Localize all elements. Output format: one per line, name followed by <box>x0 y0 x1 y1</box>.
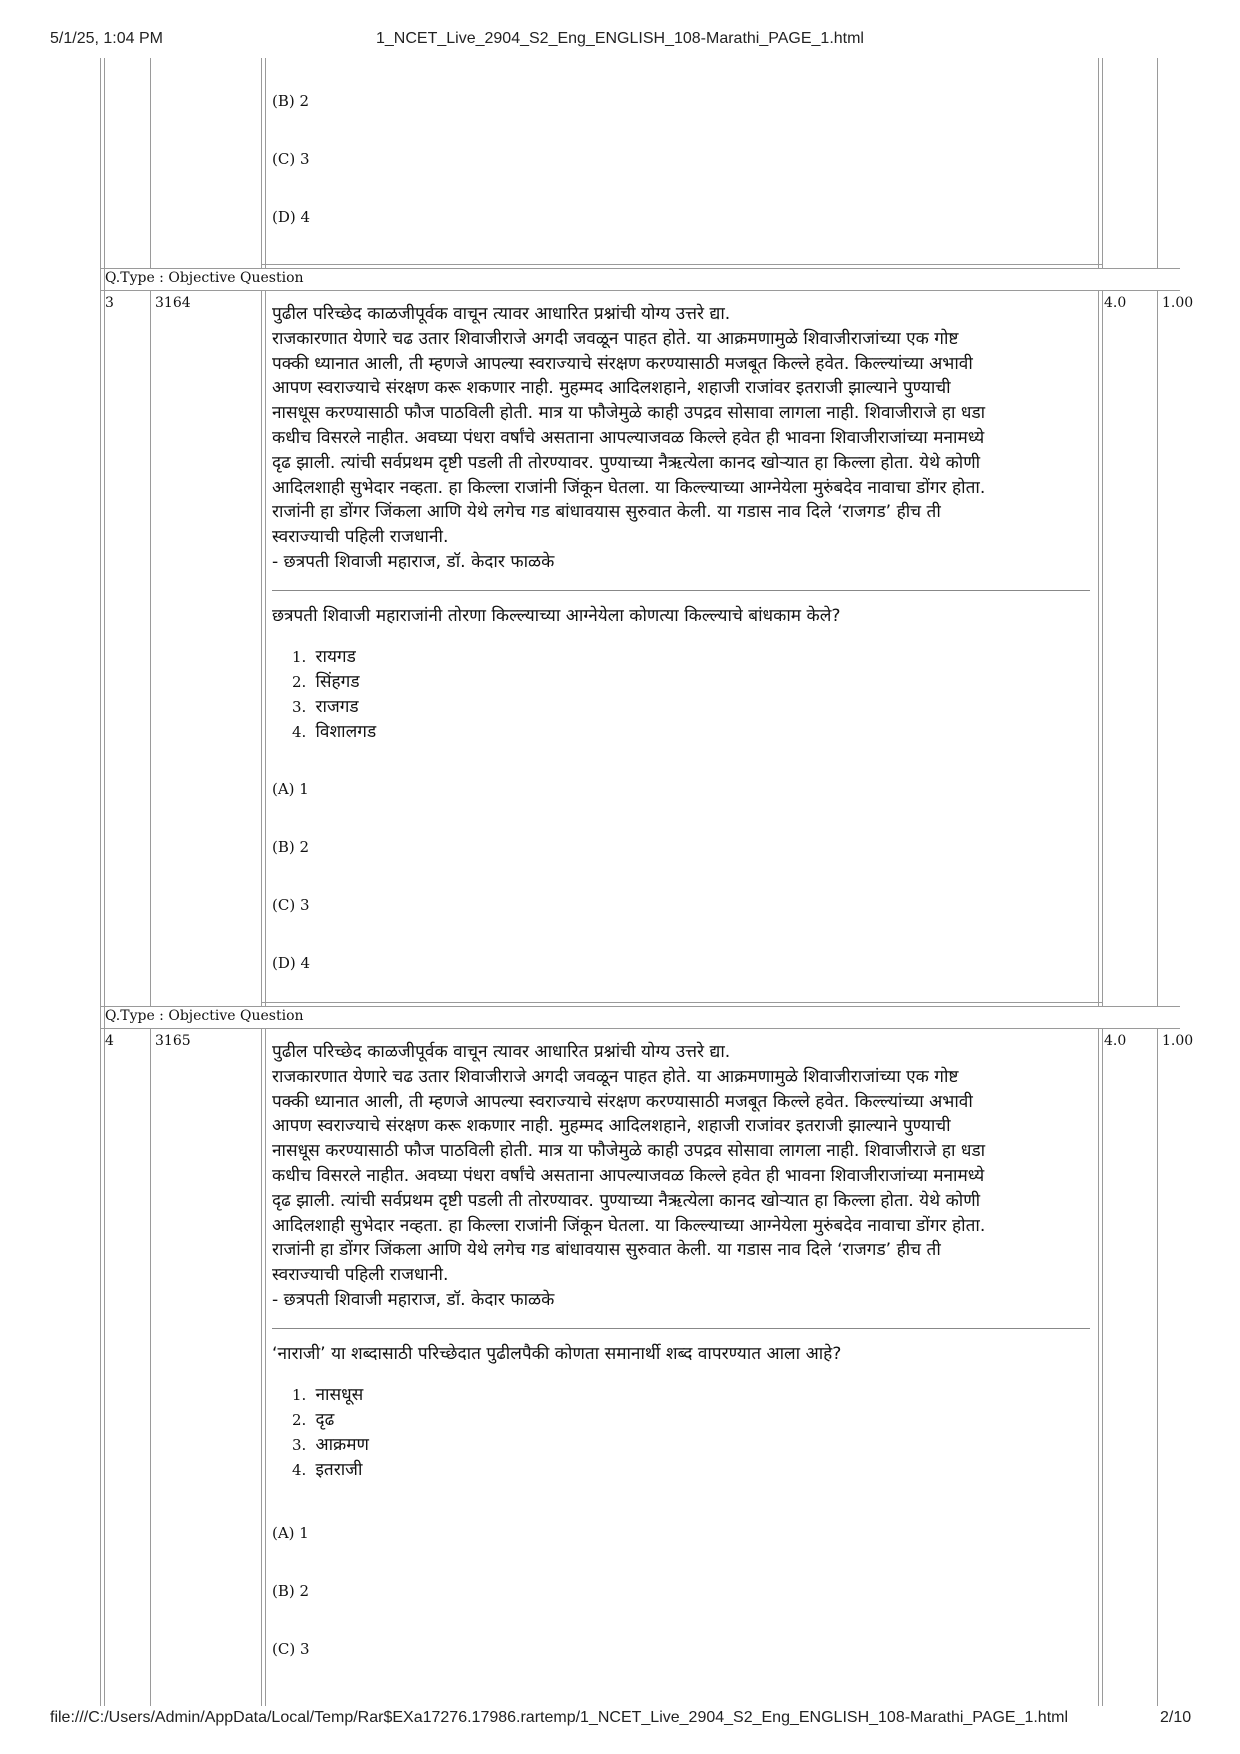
passage-line: दृढ झाली. त्यांची सर्वप्रथम दृष्टी पडली ती तोरण्यावर. पुण्याच्या नैऋत्येला कानद खोऱ्यात हा किल्ला होता. येथे कोणी <box>272 1190 981 1211</box>
passage-source: - छत्रपती शिवाजी महाराज, डॉ. केदार फाळके <box>272 1289 555 1310</box>
passage-separator <box>272 1328 1090 1329</box>
choice-item: 1. नासधूस <box>292 1385 364 1405</box>
question-marks: 4.0 <box>1104 295 1127 311</box>
question-text: छत्रपती शिवाजी महाराजांनी तोरणा किल्ल्याच्या आग्नेयेला कोणत्या किल्ल्याचे बांधकाम केले? <box>272 606 841 626</box>
passage <box>272 302 1092 575</box>
passage-line: स्वराज्याची पहिली राजधानी. <box>272 527 449 548</box>
column-rule <box>261 1028 266 1706</box>
row-rule <box>100 1006 1180 1007</box>
question-sno: 4 <box>105 1033 114 1049</box>
option-b: (B) 2 <box>272 1582 310 1600</box>
passage <box>272 1040 1092 1313</box>
passage-line: आदिलशाही सुभेदार नव्हता. हा किल्ला राजांनी जिंकून घेतला. या किल्ल्याच्या आग्नेयेला मुरुंबदेव नावाचा डोंगर होता. <box>272 1215 986 1236</box>
column-rule <box>150 58 151 268</box>
choice-item: 2. सिंहगड <box>292 672 360 692</box>
row-rule <box>100 268 1180 269</box>
passage-line: आदिलशाही सुभेदार नव्हता. हा किल्ला राजांनी जिंकून घेतला. या किल्ल्याच्या आग्नेयेला मुरुंबदेव नावाचा डोंगर होता. <box>272 477 986 498</box>
passage-line: नासधूस करण्यासाठी फौज पाठविली होती. मात्र या फौजेमुळे काही उपद्रव सोसावा लागला नाही. शिवाजीराजे हा धडा <box>272 403 986 424</box>
choice-list <box>292 645 376 745</box>
choice-item: 2. दृढ <box>292 1410 335 1430</box>
question-negative-marks: 1.00 <box>1162 295 1194 311</box>
column-rule <box>1098 58 1103 268</box>
option-d: (D) 4 <box>272 954 311 972</box>
print-datetime: 5/1/25, 1:04 PM <box>50 30 163 47</box>
passage-line: नासधूस करण्यासाठी फौज पाठविली होती. मात्र या फौजेमुळे काही उपद्रव सोसावा लागला नाही. शिवाजीराजे हा धडा <box>272 1141 986 1162</box>
column-rule <box>261 290 266 1006</box>
question-text: ‘नाराजी’ या शब्दासाठी परिच्छेदात पुढीलपैकी कोणता समानार्थी शब्द वापरण्यात आला आहे? <box>272 1344 842 1364</box>
column-rule <box>1157 58 1158 268</box>
qtype-label: Q.Type : Objective Question <box>105 270 304 286</box>
question-negative-marks: 1.00 <box>1162 1033 1194 1049</box>
passage-line: राजकारणात येणारे चढ उतार शिवाजीराजे अगदी जवळून पाहत होते. या आक्रमणामुळे शिवाजीराजांच्या एक गोष्ट <box>272 328 959 349</box>
passage-line: आपण स्वराज्याचे संरक्षण करू शकणार नाही. मुहम्मद आदिलशहाने, शहाजी राजांवर इतराजी झाल्याने पुण्याची <box>272 378 951 399</box>
passage-source: - छत्रपती शिवाजी महाराज, डॉ. केदार फाळके <box>272 551 555 572</box>
qtype-label: Q.Type : Objective Question <box>105 1008 304 1024</box>
print-file-path: file:///C:/Users/Admin/AppData/Local/Temp/Rar$EXa17276.17986.rartemp/1_NCET_Live_2904_S2_Eng_ENGLISH_108-Marathi_PAGE_1.html <box>50 1709 1069 1726</box>
print-page-number: 2/10 <box>1160 1709 1192 1726</box>
choice-item: 1. रायगड <box>292 647 356 667</box>
print-footer <box>0 1709 1240 1733</box>
passage-line: पक्की ध्यानात आली, ती म्हणजे आपल्या स्वराज्याचे संरक्षण करण्यासाठी मजबूत किल्ले हवेत. किल्ल्यांच्या अभावी <box>272 1091 973 1112</box>
choice-item: 4. इतराजी <box>292 1460 363 1480</box>
option-c: (C) 3 <box>272 896 310 914</box>
choice-list <box>292 1383 369 1483</box>
column-rule <box>1157 1028 1158 1706</box>
column-rule <box>1098 1028 1103 1706</box>
passage-line: राजांनी हा डोंगर जिंकला आणि येथे लगेच गड बांधावयास सुरुवात केली. या गडास नाव दिले ‘राजगड’ हीच ती <box>272 502 941 523</box>
option-b: (B) 2 <box>272 838 310 856</box>
option-a: (A) 1 <box>272 1524 309 1542</box>
passage-line: पुढील परिच्छेद काळजीपूर्वक वाचून त्यावर आधारित प्रश्नांची योग्य उत्तरे द्या. <box>272 304 731 324</box>
option-a: (A) 1 <box>272 780 309 798</box>
passage-line: राजांनी हा डोंगर जिंकला आणि येथे लगेच गड बांधावयास सुरुवात केली. या गडास नाव दिले ‘राजगड’ हीच ती <box>272 1240 941 1261</box>
question-id: 3164 <box>155 295 191 311</box>
passage-line: स्वराज्याची पहिली राजधानी. <box>272 1265 449 1286</box>
choice-item: 3. आक्रमण <box>292 1435 369 1455</box>
option-b: (B) 2 <box>272 92 310 110</box>
passage-line: कधीच विसरले नाहीत. अवघ्या पंधरा वर्षांचे असताना आपल्याजवळ किल्ले हवेत ही भावना शिवाजीराजांच्या मनामध्ये <box>272 427 985 448</box>
column-rule <box>150 290 151 1006</box>
passage-line: दृढ झाली. त्यांची सर्वप्रथम दृष्टी पडली ती तोरण्यावर. पुण्याच्या नैऋत्येला कानद खोऱ्यात हा किल्ला होता. येथे कोणी <box>272 452 981 473</box>
question-marks: 4.0 <box>1104 1033 1127 1049</box>
passage-line: आपण स्वराज्याचे संरक्षण करू शकणार नाही. मुहम्मद आदिलशहाने, शहाजी राजांवर इतराजी झाल्याने पुण्याची <box>272 1116 951 1137</box>
column-rule <box>261 58 266 268</box>
passage-line: कधीच विसरले नाहीत. अवघ्या पंधरा वर्षांचे असताना आपल्याजवळ किल्ले हवेत ही भावना शिवाजीराजांच्या मनामध्ये <box>272 1165 985 1186</box>
option-c: (C) 3 <box>272 150 310 168</box>
question-id: 3165 <box>155 1033 191 1049</box>
choice-item: 3. राजगड <box>292 697 359 717</box>
passage-line: राजकारणात येणारे चढ उतार शिवाजीराजे अगदी जवळून पाहत होते. या आक्रमणामुळे शिवाजीराजांच्या एक गोष्ट <box>272 1066 959 1087</box>
print-title: 1_NCET_Live_2904_S2_Eng_ENGLISH_108-Marathi_PAGE_1.html <box>376 30 864 47</box>
column-rule <box>1098 290 1103 1006</box>
option-c: (C) 3 <box>272 1640 310 1658</box>
choice-item: 4. विशालगड <box>292 722 377 742</box>
passage-line: पक्की ध्यानात आली, ती म्हणजे आपल्या स्वराज्याचे संरक्षण करण्यासाठी मजबूत किल्ले हवेत. किल्ल्यांच्या अभावी <box>272 353 973 374</box>
question-sno: 3 <box>105 295 114 311</box>
passage-line: पुढील परिच्छेद काळजीपूर्वक वाचून त्यावर आधारित प्रश्नांची योग्य उत्तरे द्या. <box>272 1042 731 1062</box>
passage-separator <box>272 590 1090 591</box>
option-d: (D) 4 <box>272 208 311 226</box>
column-rule <box>1157 290 1158 1006</box>
column-rule <box>150 1028 151 1706</box>
